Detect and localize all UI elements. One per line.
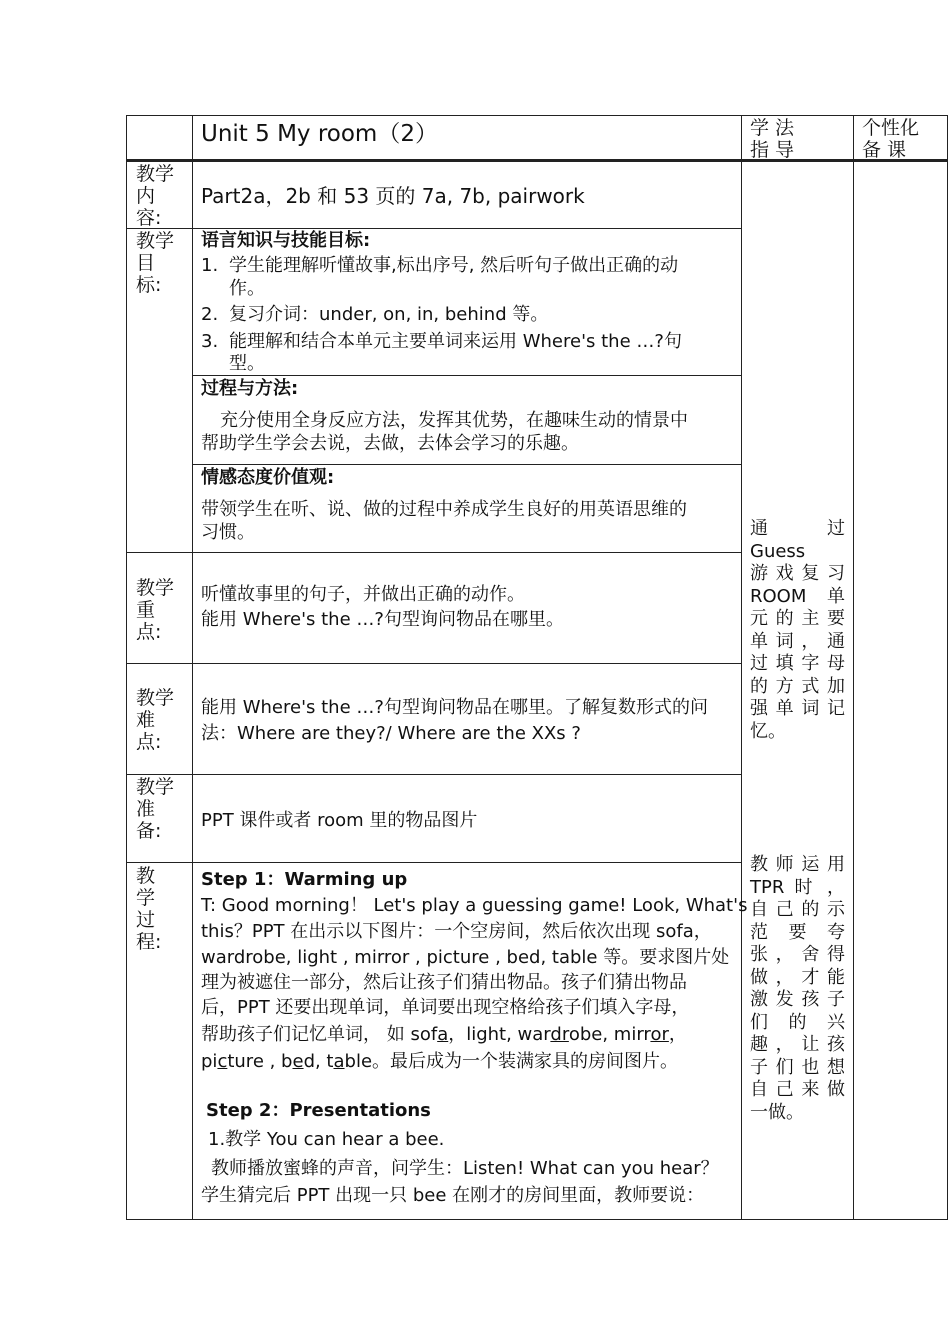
guide-note-guess-game: 通过 Guess 游 戏 复 习 ROOM 单 元 的 主 要 单 词 ， 通 过 填 字 母 的 方 式 加 强 单 词 记 忆。 — [750, 518, 845, 742]
guide-column-header: 学 法 指 导 — [750, 117, 795, 161]
step1-line: 后，PPT 还要出现单词，单词要出现空格给孩子们填入字母， — [201, 997, 690, 1018]
preparation-row-label: 教学 准 备: — [136, 776, 175, 842]
table-border-bottom — [126, 1219, 948, 1220]
knowledge-item-text: 型。 — [229, 353, 265, 374]
label-col-divider — [192, 115, 193, 1220]
knowledge-item-text: 学生能理解听懂故事,标出序号, 然后听句子做出正确的动 — [229, 255, 679, 276]
knowledge-item-text: 复习介词：under, on, in, behind 等。 — [229, 304, 549, 325]
attitude-text: 习惯。 — [201, 522, 255, 543]
row-divider — [126, 552, 741, 553]
personal-col-divider — [853, 115, 854, 1220]
attitude-heading: 情感态度价值观: — [201, 467, 335, 488]
step1-line: 理为被遮住一部分，然后让孩子们猜出物品。孩子们猜出物品 — [201, 972, 687, 993]
header-divider — [126, 159, 948, 162]
table-border-top — [126, 115, 948, 116]
process-row-label: 教 学 过 程: — [136, 865, 162, 953]
guide-note-tpr: 教 师 运 用 TPR 时 ， 自 己 的 示 范 要 夸 张 ， 舍 得 做 ， 才 能 激 发 孩 子 们 的 兴 趣 ， 让 孩 子 们 也 想 自 己 来 做 一做。 — [750, 854, 845, 1123]
difficulties-text: 法：Where are they?/ Where are the XXs ? — [201, 723, 581, 744]
unit-title: Unit 5 My room（2） — [201, 121, 438, 147]
step1-heading: Step 1：Warming up — [201, 869, 408, 890]
goals-row-label: 教学 目 标: — [136, 230, 175, 296]
table-border-right — [947, 115, 948, 1220]
step2-heading: Step 2：Presentations — [206, 1100, 431, 1121]
difficulties-text: 能用 Where's the …?句型询问物品在哪里。了解复数形式的问 — [201, 697, 708, 718]
knowledge-item-number: 2. — [201, 304, 219, 325]
step1-line: 帮助孩子们记忆单词， 如 sofa，light, wardrobe, mirror， — [201, 1024, 687, 1045]
content-text: Part2a，2b 和 53 页的 7a, 7b, pairwork — [201, 184, 585, 208]
knowledge-item-number: 1. — [201, 255, 219, 276]
knowledge-item-text: 作。 — [229, 278, 265, 299]
knowledge-item-text: 能理解和结合本单元主要单词来运用 Where's the …?句 — [229, 331, 682, 352]
key-points-text: 听懂故事里的句子，并做出正确的动作。 — [201, 584, 525, 605]
process-method-heading: 过程与方法: — [201, 378, 299, 399]
step2-line: 教师播放蜜蜂的声音，问学生：Listen! What can you hear？ — [211, 1158, 719, 1179]
process-method-text: 帮助学生学会去说，去做，去体会学习的乐趣。 — [201, 433, 579, 454]
content-row-label: 教学 内 容: — [136, 163, 175, 229]
key-points-row-label: 教学 重 点: — [136, 577, 175, 643]
attitude-text: 带领学生在听、说、做的过程中养成学生良好的用英语思维的 — [201, 499, 687, 520]
step1-line: this？PPT 在出示以下图片：一个空房间，然后依次出现 sofa， — [201, 921, 712, 942]
guide-col-divider — [741, 115, 742, 1220]
row-divider — [126, 663, 741, 664]
personal-column-header: 个性化 备 课 — [862, 117, 920, 161]
sub-divider — [192, 375, 741, 376]
knowledge-heading: 语言知识与技能目标: — [201, 230, 371, 251]
knowledge-item-number: 3. — [201, 331, 219, 352]
step1-line: wardrobe, light , mirror , picture , bed, table 等。要求图片处 — [201, 947, 730, 968]
step2-line: 1.教学 You can hear a bee. — [208, 1129, 445, 1150]
row-divider — [126, 862, 741, 863]
key-points-text: 能用 Where's the …?句型询问物品在哪里。 — [201, 609, 564, 630]
step1-line: T: Good morning！ Let's play a guessing game! Look, What's — [201, 895, 748, 916]
step2-line: 学生猜完后 PPT 出现一只 bee 在刚才的房间里面，教师要说： — [201, 1185, 705, 1206]
sub-divider — [192, 464, 741, 465]
table-border-left — [126, 115, 127, 1220]
row-divider — [126, 774, 741, 775]
preparation-text: PPT 课件或者 room 里的物品图片 — [201, 810, 478, 831]
difficulties-row-label: 教学 难 点: — [136, 687, 175, 753]
process-method-text: 充分使用全身反应方法，发挥其优势，在趣味生动的情景中 — [220, 410, 688, 431]
step1-line: picture , bed, table。最后成为一个装满家具的房间图片。 — [201, 1051, 679, 1072]
